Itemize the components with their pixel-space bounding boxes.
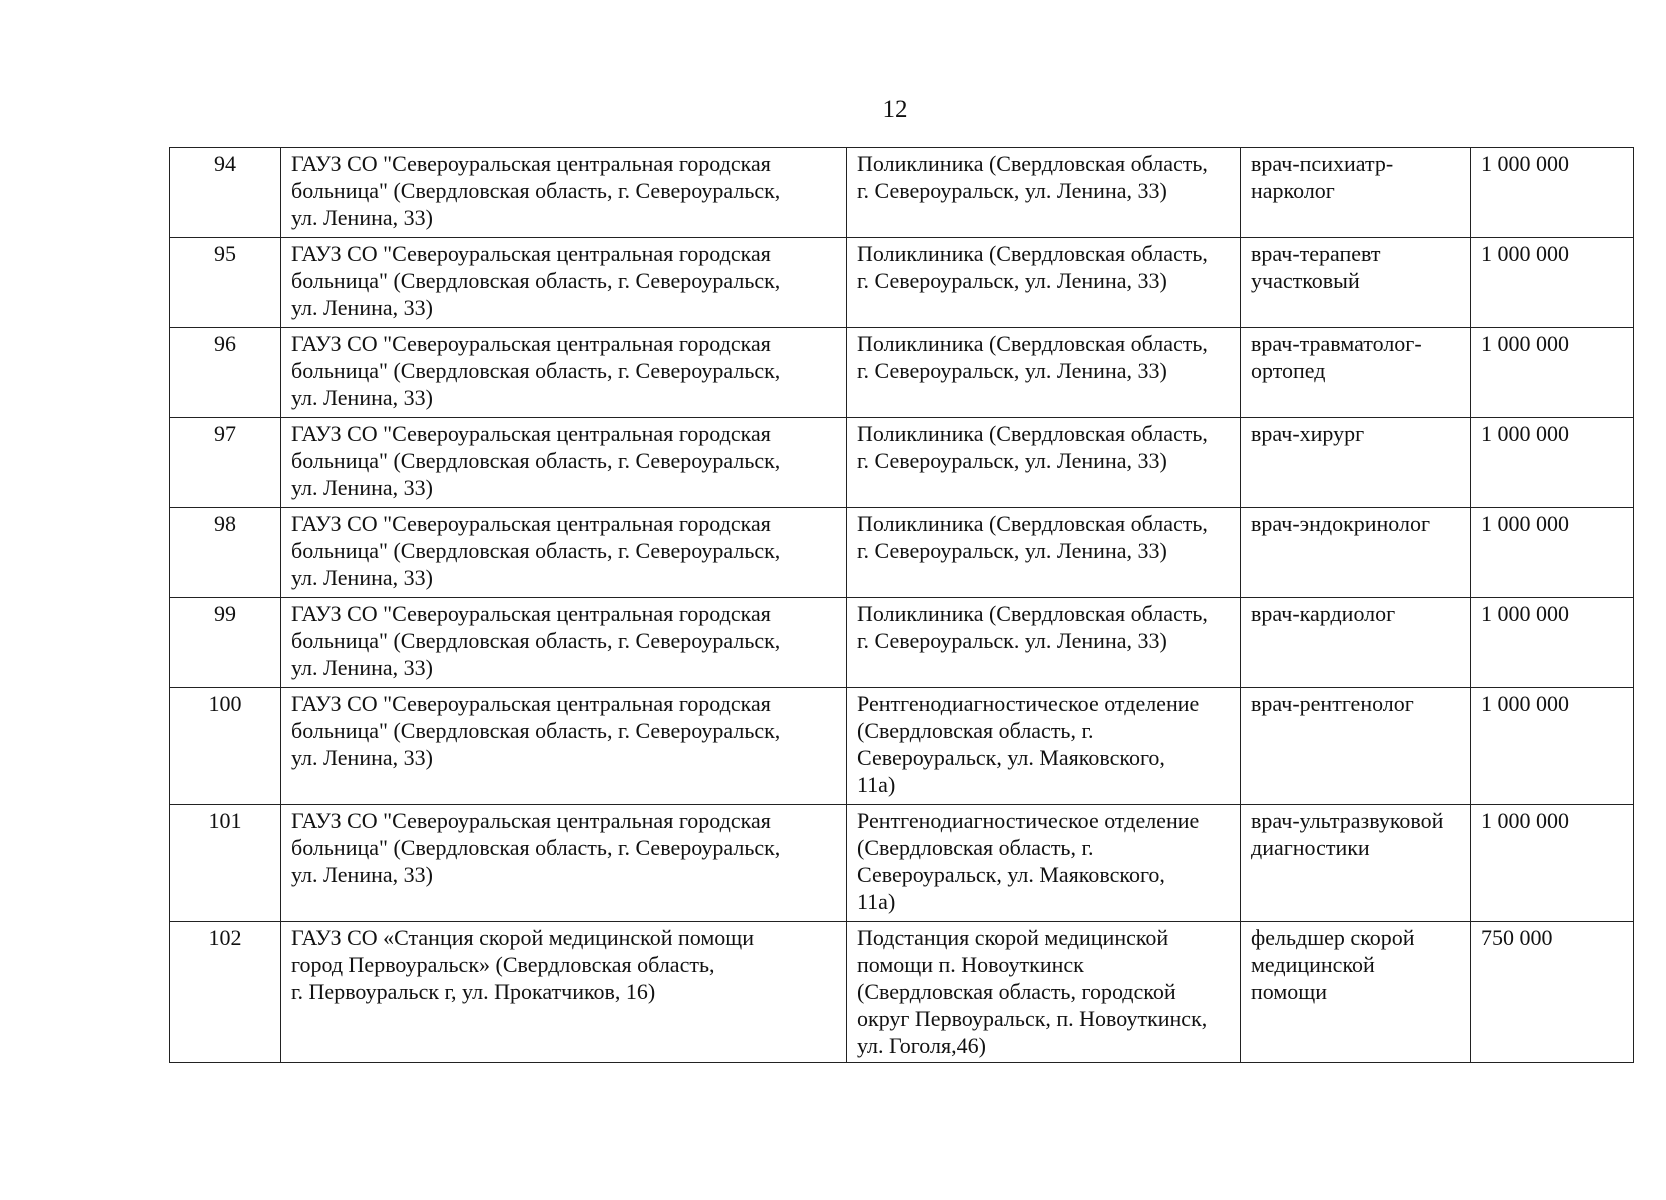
unit-line: 11а): [857, 889, 896, 914]
organization-line: больница" (Свердловская область, г. Североуральск,: [291, 448, 781, 473]
row-number: 96: [214, 331, 236, 356]
amount-cell: [1471, 238, 1634, 328]
specialty-line: диагностики: [1251, 835, 1370, 860]
table-row: [170, 598, 1634, 688]
unit-line: Поликлиника (Свердловская область,: [857, 601, 1208, 626]
unit-line: Подстанция скорой медицинской: [857, 925, 1169, 950]
amount: 1 000 000: [1481, 331, 1569, 356]
organization-line: г. Первоуральск г, ул. Прокатчиков, 16): [291, 979, 656, 1004]
unit-line: Североуральск, ул. Маяковского,: [857, 745, 1165, 770]
specialty-cell: [1241, 598, 1471, 688]
organization-line: ГАУЗ СО "Североуральская центральная городская: [291, 421, 771, 446]
row-number: 97: [214, 421, 236, 446]
unit-cell: [847, 598, 1241, 688]
unit-line: Поликлиника (Свердловская область,: [857, 151, 1208, 176]
unit-cell: [847, 922, 1241, 1063]
page-number: 12: [882, 96, 908, 123]
specialty-line: помощи: [1251, 979, 1327, 1004]
organization-line: ул. Ленина, 33): [291, 655, 433, 680]
specialty-line: фельдшер скорой: [1251, 925, 1415, 950]
document-table-container: [169, 147, 1634, 1063]
unit-line: Рентгенодиагностическое отделение: [857, 808, 1200, 833]
row-number-cell: [170, 238, 281, 328]
row-number: 100: [208, 691, 242, 716]
row-number: 102: [208, 925, 242, 950]
specialty-cell: [1241, 508, 1471, 598]
table-row: [170, 805, 1634, 922]
table-row: [170, 508, 1634, 598]
unit-cell: [847, 238, 1241, 328]
amount: 1 000 000: [1481, 241, 1569, 266]
specialty-line: врач-психиатр-: [1251, 151, 1394, 176]
unit-line: Поликлиника (Свердловская область,: [857, 331, 1208, 356]
organization-line: больница" (Свердловская область, г. Североуральск,: [291, 628, 781, 653]
unit-line: ул. Гоголя,46): [857, 1033, 986, 1058]
unit-line: помощи п. Новоуткинск: [857, 952, 1084, 977]
specialty-cell: [1241, 418, 1471, 508]
organization-line: больница" (Свердловская область, г. Североуральск,: [291, 358, 781, 383]
amount: 1 000 000: [1481, 808, 1569, 833]
amount-cell: [1471, 418, 1634, 508]
specialty-cell: [1241, 922, 1471, 1063]
organization-line: ГАУЗ СО "Североуральская центральная городская: [291, 151, 771, 176]
row-number-cell: [170, 805, 281, 922]
unit-line: Североуральск, ул. Маяковского,: [857, 862, 1165, 887]
organization-line: ГАУЗ СО "Североуральская центральная городская: [291, 601, 771, 626]
row-number-cell: [170, 418, 281, 508]
organization-line: ГАУЗ СО "Североуральская центральная городская: [291, 691, 771, 716]
unit-line: Поликлиника (Свердловская область,: [857, 511, 1208, 536]
amount: 1 000 000: [1481, 151, 1569, 176]
organization-line: ГАУЗ СО "Североуральская центральная городская: [291, 808, 771, 833]
organization-line: ул. Ленина, 33): [291, 295, 433, 320]
amount: 1 000 000: [1481, 421, 1569, 446]
unit-line: Поликлиника (Свердловская область,: [857, 241, 1208, 266]
unit-cell: [847, 508, 1241, 598]
unit-line: г. Североуральск, ул. Ленина, 33): [857, 448, 1167, 473]
unit-line: (Свердловская область, г.: [857, 835, 1094, 860]
amount: 750 000: [1481, 925, 1553, 950]
specialty-cell: [1241, 688, 1471, 805]
unit-line: г. Североуральск, ул. Ленина, 33): [857, 178, 1167, 203]
row-number-cell: [170, 508, 281, 598]
amount: 1 000 000: [1481, 691, 1569, 716]
vacancy-table: [169, 147, 1634, 1063]
unit-line: (Свердловская область, г.: [857, 718, 1094, 743]
table-row: [170, 148, 1634, 238]
row-number: 98: [214, 511, 236, 536]
amount-cell: [1471, 598, 1634, 688]
specialty-line: врач-хирург: [1251, 421, 1365, 446]
unit-cell: [847, 148, 1241, 238]
amount: 1 000 000: [1481, 511, 1569, 536]
specialty-line: врач-эндокринолог: [1251, 511, 1431, 536]
organization-line: ул. Ленина, 33): [291, 745, 433, 770]
organization-line: ГАУЗ СО "Североуральская центральная городская: [291, 331, 771, 356]
organization-line: больница" (Свердловская область, г. Североуральск,: [291, 538, 781, 563]
specialty-cell: [1241, 328, 1471, 418]
amount-cell: [1471, 922, 1634, 1063]
organization-cell: [281, 148, 847, 238]
organization-line: город Первоуральск» (Свердловская область,: [291, 952, 715, 977]
unit-line: округ Первоуральск, п. Новоуткинск,: [857, 1006, 1208, 1031]
organization-line: больница" (Свердловская область, г. Североуральск,: [291, 718, 781, 743]
specialty-cell: [1241, 148, 1471, 238]
unit-line: 11а): [857, 772, 896, 797]
organization-line: ул. Ленина, 33): [291, 565, 433, 590]
organization-cell: [281, 508, 847, 598]
table-row: [170, 688, 1634, 805]
organization-cell: [281, 598, 847, 688]
organization-line: ул. Ленина, 33): [291, 205, 433, 230]
unit-line: Рентгенодиагностическое отделение: [857, 691, 1200, 716]
organization-cell: [281, 418, 847, 508]
table-row: [170, 238, 1634, 328]
unit-line: Поликлиника (Свердловская область,: [857, 421, 1208, 446]
organization-cell: [281, 688, 847, 805]
organization-line: ГАУЗ СО "Североуральская центральная городская: [291, 511, 771, 536]
unit-line: (Свердловская область, городской: [857, 979, 1176, 1004]
organization-line: ГАУЗ СО «Станция скорой медицинской помощи: [291, 925, 755, 950]
organization-line: ГАУЗ СО "Североуральская центральная городская: [291, 241, 771, 266]
specialty-line: медицинской: [1251, 952, 1375, 977]
unit-line: г. Североуральск, ул. Ленина, 33): [857, 268, 1167, 293]
specialty-cell: [1241, 238, 1471, 328]
organization-line: больница" (Свердловская область, г. Североуральск,: [291, 178, 781, 203]
amount-cell: [1471, 148, 1634, 238]
row-number: 101: [208, 808, 242, 833]
table-row: [170, 328, 1634, 418]
organization-cell: [281, 328, 847, 418]
unit-cell: [847, 418, 1241, 508]
amount-cell: [1471, 328, 1634, 418]
row-number: 94: [214, 151, 236, 176]
unit-line: г. Североуральск, ул. Ленина, 33): [857, 358, 1167, 383]
organization-line: ул. Ленина, 33): [291, 385, 433, 410]
row-number: 95: [214, 241, 236, 266]
organization-line: ул. Ленина, 33): [291, 475, 433, 500]
specialty-line: врач-рентгенолог: [1251, 691, 1414, 716]
row-number-cell: [170, 922, 281, 1063]
specialty-line: врач-травматолог-: [1251, 331, 1422, 356]
organization-line: больница" (Свердловская область, г. Североуральск,: [291, 268, 781, 293]
amount-cell: [1471, 508, 1634, 598]
organization-cell: [281, 238, 847, 328]
row-number-cell: [170, 598, 281, 688]
unit-cell: [847, 805, 1241, 922]
amount-cell: [1471, 805, 1634, 922]
specialty-line: участковый: [1251, 268, 1360, 293]
row-number-cell: [170, 148, 281, 238]
unit-cell: [847, 688, 1241, 805]
specialty-line: врач-ультразвуковой: [1251, 808, 1444, 833]
organization-line: больница" (Свердловская область, г. Североуральск,: [291, 835, 781, 860]
specialty-line: ортопед: [1251, 358, 1326, 383]
specialty-line: нарколог: [1251, 178, 1335, 203]
row-number-cell: [170, 688, 281, 805]
organization-cell: [281, 805, 847, 922]
specialty-cell: [1241, 805, 1471, 922]
amount-cell: [1471, 688, 1634, 805]
table-body: [170, 148, 1634, 1063]
organization-line: ул. Ленина, 33): [291, 862, 433, 887]
row-number-cell: [170, 328, 281, 418]
unit-cell: [847, 328, 1241, 418]
row-number: 99: [214, 601, 236, 626]
amount: 1 000 000: [1481, 601, 1569, 626]
unit-line: г. Североуральск, ул. Ленина, 33): [857, 538, 1167, 563]
organization-cell: [281, 922, 847, 1063]
table-row: [170, 418, 1634, 508]
specialty-line: врач-терапевт: [1251, 241, 1381, 266]
specialty-line: врач-кардиолог: [1251, 601, 1396, 626]
unit-line: г. Североуральск. ул. Ленина, 33): [857, 628, 1167, 653]
table-row: [170, 922, 1634, 1063]
